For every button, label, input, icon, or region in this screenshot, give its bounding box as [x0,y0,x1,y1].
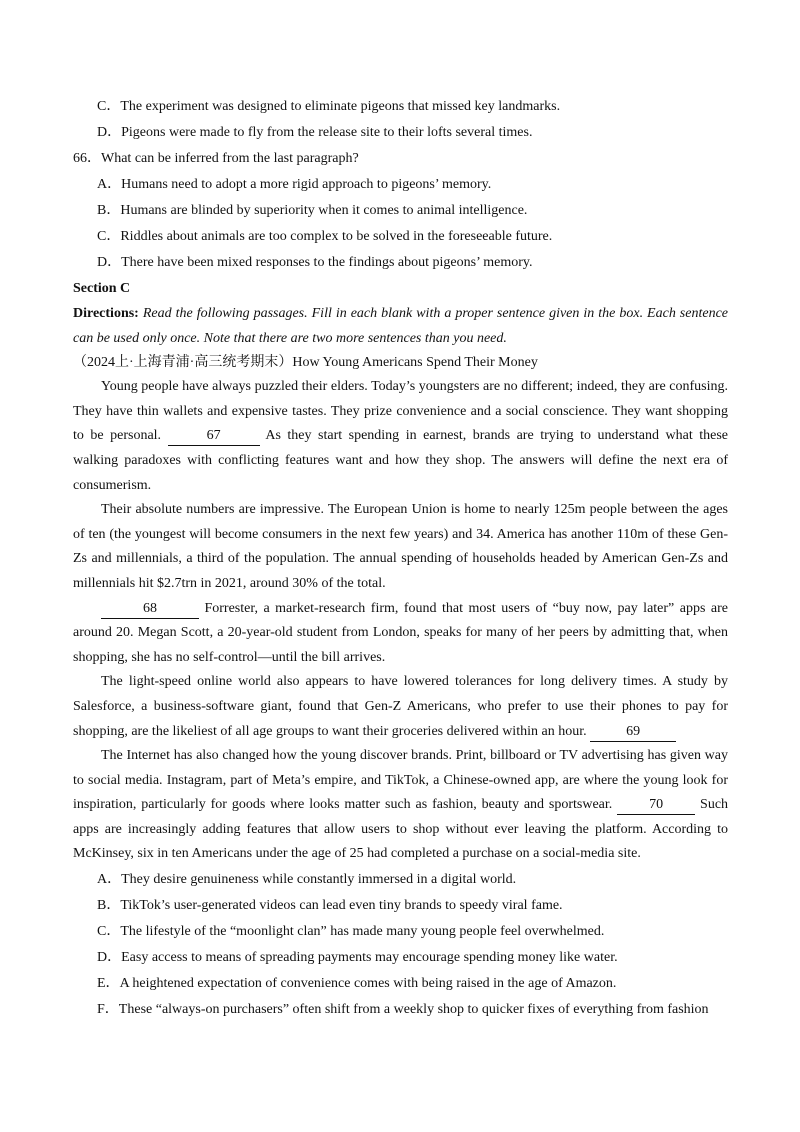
paragraph-4 [73,670,728,744]
q65-option-d [73,120,728,146]
option-letter: B． [97,203,121,218]
choice-letter: C． [97,924,121,940]
question-number: 66． [73,151,101,166]
paragraph-text: As they start spending in earnest, brands are trying to understand what these walking paradoxes with conflicting features want and how they shop. The answers will define the next era of consumerism. [73,428,728,493]
choice-b [73,893,728,919]
option-text: Pigeons were made to fly from the release site to their lofts several times. [121,125,533,140]
q66-option-d [73,250,728,276]
paragraph-1 [73,375,728,498]
option-text: Riddles about animals are too complex to be solved in the foreseeable future. [120,229,553,244]
paragraph-3 [73,597,728,671]
choice-letter: D． [97,950,122,966]
question-text: What can be inferred from the last paragraph? [101,151,359,166]
option-letter: C． [97,229,121,244]
paragraph-text: The light-speed online world also appears to have lowered tolerances for long delivery times. A study by Salesforce, a business-software giant, found that Gen-Z Americans, who prefer to use their phones to pay for shopping, are the likeliest of all age groups to want their groceries delivered within an hour. [73,674,728,739]
choice-f [73,997,728,1023]
passage-heading [73,351,728,375]
choice-text: These “always-on purchasers” often shift from a weekly shop to quicker fixes of everything from fashion [118,1002,709,1018]
paragraph-text: The Internet has also changed how the young discover brands. Print, billboard or TV advertising has given way to social media. Instagram, part of Meta’s empire, and TikTok, a Chinese-owned app, are where the young look for inspiration, particularly for goods where looks matter such as fashion, beauty and sportswear. [73,748,728,813]
blank-70: 70 [617,796,695,815]
option-letter: C． [97,99,121,114]
q66-option-a [73,172,728,198]
choice-text: Easy access to means of spreading payments may encourage spending money like water. [121,950,618,966]
blank-67: 67 [168,427,260,446]
option-text: There have been mixed responses to the findings about pigeons’ memory. [121,255,533,270]
option-letter: A． [97,177,122,192]
blank-69: 69 [590,723,676,742]
choice-d [73,945,728,971]
passage-title: How Young Americans Spend Their Money [292,355,538,371]
option-letter: D． [97,255,122,270]
option-letter: D． [97,125,122,140]
choice-text: They desire genuineness while constantly immersed in a digital world. [121,872,517,888]
choice-letter: E． [97,976,120,992]
directions-text: Read the following passages. Fill in each blank with a proper sentence given in the box. Each sentence can be used only once. Note that there are two more sentences than you need. [73,306,729,346]
q65-option-c [73,94,728,120]
choice-letter: F． [97,1002,119,1018]
option-text: The experiment was designed to eliminate pigeons that missed key landmarks. [120,99,561,114]
blank-68: 68 [101,600,199,619]
choice-a [73,867,728,893]
directions-label: Directions: [73,306,139,321]
paragraph-5 [73,744,728,867]
paragraph-text: Such apps are increasingly adding features that allow users to shop without ever leaving the platform. According to McKinsey, six in ten Americans under the age of 25 had completed a purchase on a social-media site. [73,797,729,862]
choice-text: TikTok’s user-generated videos can lead even tiny brands to speedy viral fame. [120,898,563,914]
paragraph-text: Young people have always puzzled their elders. Today’s youngsters are no different; indeed, they are confusing. They have thin wallets and expensive tastes. They prize convenience and a social conscience. They want shopping to be personal. [73,379,728,444]
section-title: Section C [73,281,131,296]
paragraph-text: Their absolute numbers are impressive. The European Union is home to nearly 125m people between the ages of ten (the youngest will become consumers in the next few years) and 34. America has another 110m of these Gen-Zs and millennials, a third of the population. The annual spending of households headed by American Gen-Zs and millennials hit $2.7trn in 2021, around 30% of the total. [73,502,728,591]
choice-letter: A． [97,872,122,888]
section-directions [73,302,728,351]
paragraph-text: Forrester, a market-research firm, found that most users of “buy now, pay later” apps are around 20. Megan Scott, a 20-year-old student from London, speaks for many of her peers by admitting that, when shopping, she has no self-control—until the bill arrives. [73,600,728,665]
option-text: Humans need to adopt a more rigid approach to pigeons’ memory. [121,177,492,192]
choice-text: A heightened expectation of convenience comes with being raised in the age of Amazon. [119,976,617,992]
paragraph-2 [73,498,728,596]
choice-e [73,971,728,997]
document-page [73,94,728,1023]
q66-option-c [73,224,728,250]
q66-option-b [73,198,728,224]
choice-letter: B． [97,898,121,914]
passage-source: （2024上·上海青浦·高三统考期末） [73,355,293,371]
option-text: Humans are blinded by superiority when it comes to animal intelligence. [120,203,528,218]
choice-text: The lifestyle of the “moonlight clan” has made many young people feel overwhelmed. [120,924,605,940]
choice-c [73,919,728,945]
q66-stem [73,146,728,172]
